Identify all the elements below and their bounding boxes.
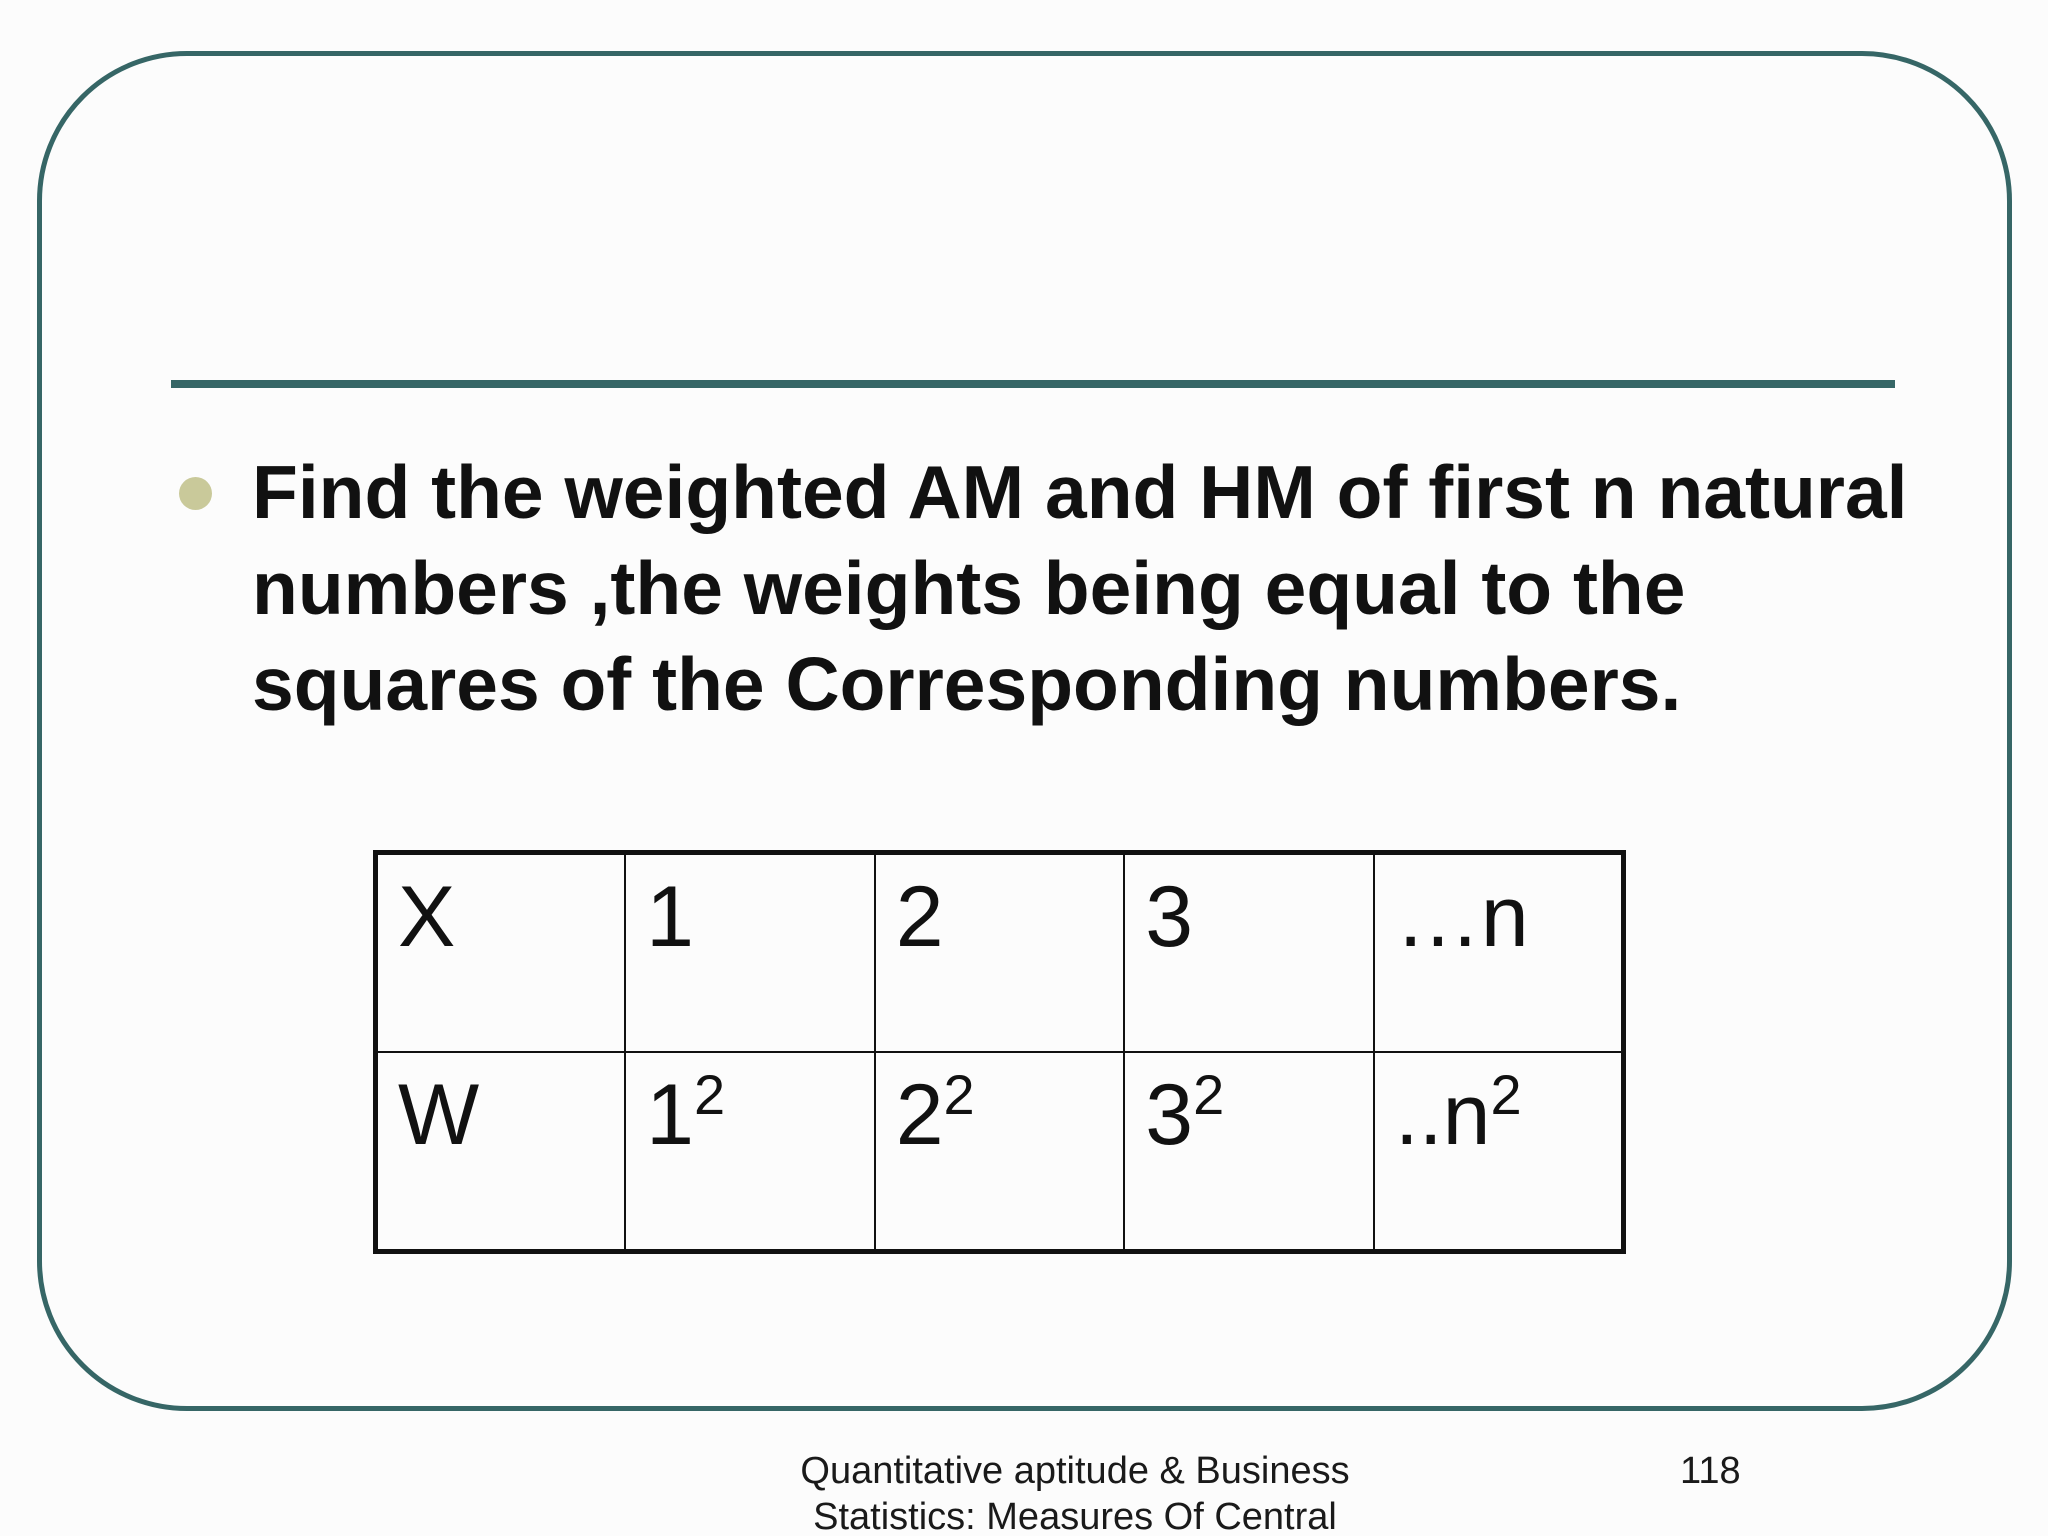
- title-divider: [171, 380, 1895, 388]
- bullet-line: numbers ,the weights being equal to the: [252, 546, 1686, 630]
- bullet-icon: [179, 477, 212, 510]
- table-cell: W: [376, 1052, 626, 1252]
- table-row-x: [376, 853, 1624, 1053]
- footer-title: [740, 1448, 1410, 1536]
- table-cell: 1: [625, 853, 875, 1053]
- footer-line: Quantitative aptitude & Business: [800, 1450, 1350, 1492]
- table-cell: …n: [1374, 853, 1624, 1053]
- page-number: 118: [1680, 1450, 1741, 1492]
- bullet-line: squares of the Corresponding numbers.: [252, 642, 1682, 726]
- bullet-text: [252, 444, 2032, 732]
- table-cell: $2^2$: [875, 1052, 1125, 1252]
- weights-table: [373, 850, 1626, 1254]
- table-cell: 3: [1124, 853, 1374, 1053]
- table-cell: $1^2$: [625, 1052, 875, 1252]
- table-cell: $..n^2$: [1374, 1052, 1624, 1252]
- table-row-w: [376, 1052, 1624, 1252]
- footer-line: Statistics: Measures Of Central: [813, 1496, 1337, 1536]
- table-cell: $3^2$: [1124, 1052, 1374, 1252]
- table-cell: X: [376, 853, 626, 1053]
- table-cell: 2: [875, 853, 1125, 1053]
- bullet-line: Find the weighted AM and HM of first n natural: [252, 450, 1908, 534]
